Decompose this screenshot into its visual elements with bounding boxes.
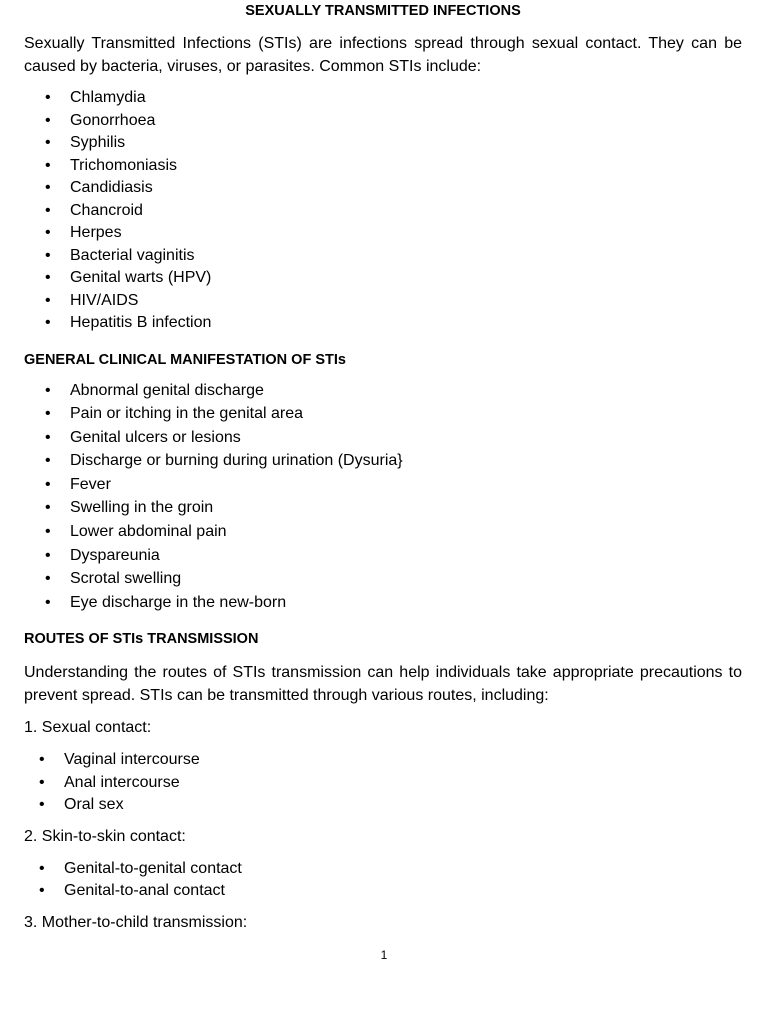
document-page bbox=[24, 0, 742, 934]
list-item: • Genital-to-anal contact bbox=[24, 880, 742, 903]
list-item: • Oral sex bbox=[24, 794, 742, 817]
routes-heading: ROUTES OF STIs TRANSMISSION bbox=[24, 631, 259, 648]
list-item: • HIV/AIDS bbox=[24, 290, 742, 313]
list-item: • Candidiasis bbox=[24, 177, 742, 200]
list-item: • Eye discharge in the new-born bbox=[24, 591, 742, 615]
sexual-contact-list bbox=[24, 749, 742, 817]
list-item: • Chancroid bbox=[24, 200, 742, 223]
list-item: • Gonorrhoea bbox=[24, 110, 742, 133]
intro-paragraph: Sexually Transmitted Infections (STIs) are infections spread through sexual contact. They can be caused by bacteria, viruses, or parasites. Common STIs include: bbox=[24, 35, 742, 75]
list-item: • Pain or itching in the genital area bbox=[24, 402, 742, 426]
list-item: • Vaginal intercourse bbox=[24, 749, 742, 772]
routes-intro-paragraph: Understanding the routes of STIs transmission can help individuals take appropriate precautions to prevent spread. STIs can be transmitted through various routes, including: bbox=[24, 664, 742, 704]
manifestation-heading: GENERAL CLINICAL MANIFESTATION OF STIs bbox=[24, 351, 346, 368]
list-item: • Abnormal genital discharge bbox=[24, 379, 742, 403]
document-title: SEXUALLY TRANSMITTED INFECTIONS bbox=[245, 3, 521, 19]
list-item: • Genital warts (HPV) bbox=[24, 267, 742, 290]
route-label-skin-contact: 2. Skin-to-skin contact: bbox=[24, 827, 186, 845]
list-item: • Trichomoniasis bbox=[24, 155, 742, 178]
list-item: • Hepatitis B infection bbox=[24, 312, 742, 335]
list-item: • Swelling in the groin bbox=[24, 496, 742, 520]
list-item: • Lower abdominal pain bbox=[24, 520, 742, 544]
page-number: 1 bbox=[380, 948, 388, 962]
manifestations-list bbox=[24, 379, 742, 615]
list-item: • Genital-to-genital contact bbox=[24, 858, 742, 881]
list-item: • Scrotal swelling bbox=[24, 567, 742, 591]
list-item: • Discharge or burning during urination (Dysuria} bbox=[24, 449, 742, 473]
common-stis-list bbox=[24, 87, 742, 335]
list-item: • Fever bbox=[24, 473, 742, 497]
list-item: • Dyspareunia bbox=[24, 544, 742, 568]
skin-contact-list bbox=[24, 858, 742, 903]
list-item: • Syphilis bbox=[24, 132, 742, 155]
list-item: • Bacterial vaginitis bbox=[24, 245, 742, 268]
route-label-mother-to-child: 3. Mother-to-child transmission: bbox=[24, 913, 248, 931]
list-item: • Chlamydia bbox=[24, 87, 742, 110]
list-item: • Anal intercourse bbox=[24, 772, 742, 795]
route-label-sexual-contact: 1. Sexual contact: bbox=[24, 719, 152, 737]
list-item: • Herpes bbox=[24, 222, 742, 245]
list-item: • Genital ulcers or lesions bbox=[24, 426, 742, 450]
